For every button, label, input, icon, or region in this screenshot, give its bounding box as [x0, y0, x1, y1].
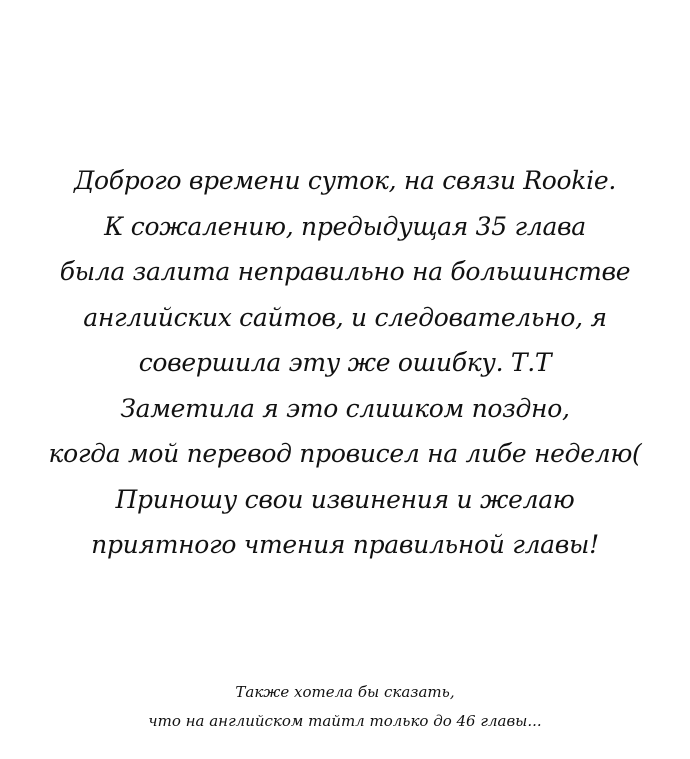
message-line: Заметила я это слишком поздно,	[120, 393, 570, 423]
message-line: Приношу свои извинения и желаю	[115, 484, 575, 514]
message-line: Доброго времени суток, на связи Rookie.	[73, 166, 616, 195]
footnote-line: Также хотела бы сказать,	[235, 683, 455, 701]
message-line: совершила эту же ошибку. Т.Т	[138, 348, 552, 377]
message-line: приятного чтения правильной главы!	[91, 530, 599, 559]
footnote-line: что на английском тайтл только до 46 главы...	[148, 712, 542, 730]
message-line: К сожалению, предыдущая 35 глава	[104, 211, 586, 241]
message-line: была залита неправильно на большинстве	[59, 257, 631, 286]
message-line: английских сайтов, и следовательно, я	[83, 302, 607, 332]
footnote	[0, 678, 690, 736]
translator-message	[0, 158, 690, 568]
message-line: когда мой перевод провисел на либе неделю(	[48, 439, 642, 468]
